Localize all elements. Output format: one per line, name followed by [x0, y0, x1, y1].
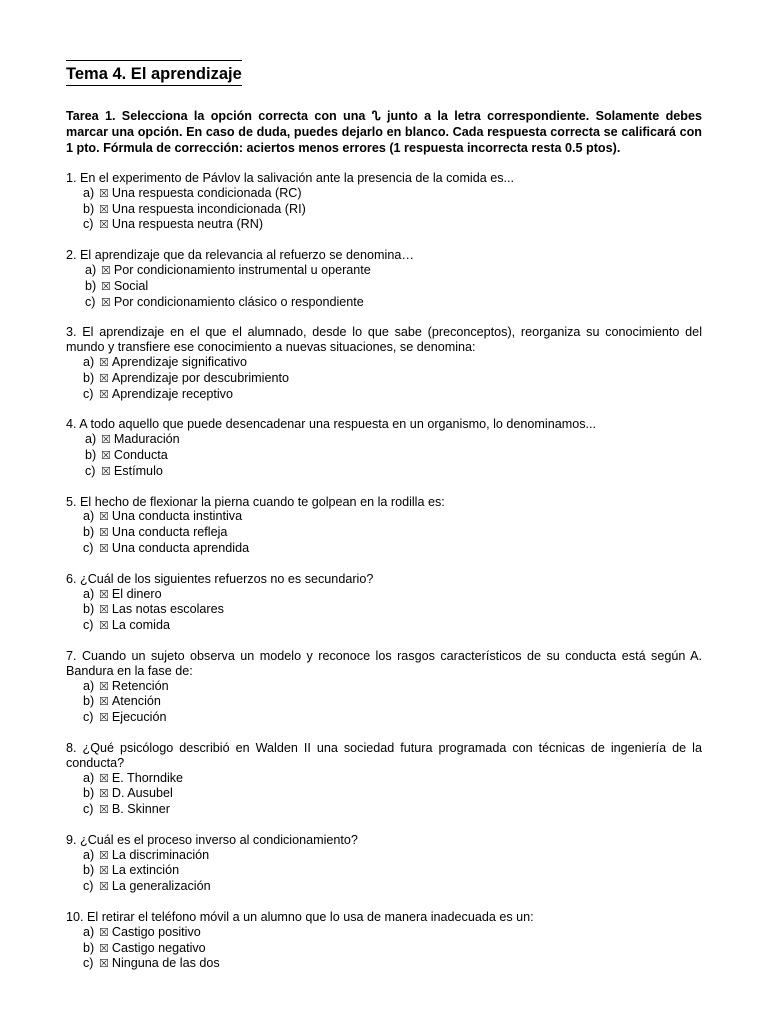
answer-option [66, 295, 702, 311]
option-text: Social [113, 278, 149, 293]
option-text: Las notas escolares [111, 602, 224, 617]
answer-option [66, 786, 702, 802]
option-letter: b) [83, 940, 95, 955]
option-text: El dinero [111, 586, 162, 601]
answer-option [66, 464, 702, 480]
checkbox-icon[interactable]: ☒ [99, 942, 109, 955]
option-letter: c) [83, 879, 94, 894]
answer-option [66, 679, 702, 695]
checkbox-icon[interactable]: ☒ [99, 958, 109, 971]
document-page [66, 60, 702, 972]
question-8 [66, 741, 702, 818]
checkbox-icon[interactable]: ☒ [99, 511, 109, 524]
answer-option [66, 802, 702, 818]
option-text: Una conducta aprendida [111, 540, 250, 555]
answer-option [66, 848, 702, 864]
option-text: Conducta [113, 447, 168, 462]
option-text: Estímulo [113, 463, 163, 478]
option-letter: c) [83, 217, 94, 232]
answer-option [66, 618, 702, 634]
option-text: La discriminación [111, 847, 210, 862]
answer-option [66, 432, 702, 448]
checkbox-icon[interactable]: ☒ [99, 804, 109, 817]
checkbox-icon[interactable]: ☒ [99, 865, 109, 878]
option-text: Aprendizaje por descubrimiento [111, 370, 289, 385]
answer-option [66, 509, 702, 525]
checkbox-icon[interactable]: ☒ [99, 881, 109, 894]
option-letter: c) [83, 618, 94, 633]
answer-option [66, 355, 702, 371]
question-7 [66, 649, 702, 726]
question-text: 9. ¿Cuál es el proceso inverso al condicionamiento? [66, 832, 358, 847]
option-text: D. Ausubel [111, 786, 173, 801]
option-letter: a) [83, 770, 95, 785]
option-letter: a) [83, 678, 95, 693]
question-9 [66, 833, 702, 895]
answer-option [66, 941, 702, 957]
option-text: Una respuesta incondicionada (RI) [111, 201, 306, 216]
option-text: Maduración [113, 432, 180, 447]
checkbox-icon[interactable]: ☒ [99, 219, 109, 232]
task-instructions [66, 108, 702, 156]
question-2 [66, 248, 702, 310]
question-6 [66, 572, 702, 634]
option-letter: a) [83, 509, 95, 524]
option-letter: a) [85, 262, 97, 277]
option-letter: c) [85, 463, 96, 478]
option-text: Una conducta refleja [111, 525, 228, 540]
checkbox-icon[interactable]: ☒ [99, 620, 109, 633]
option-letter: b) [85, 278, 97, 293]
question-text: 10. El retirar el teléfono móvil a un alumno que lo usa de manera inadecuada es un: [66, 910, 534, 925]
option-text: Ejecución [111, 710, 167, 725]
option-letter: b) [83, 694, 95, 709]
question-text: 5. El hecho de flexionar la pierna cuando te golpean en la rodilla es: [66, 494, 445, 509]
option-letter: a) [83, 586, 95, 601]
question-10 [66, 910, 702, 972]
answer-option [66, 387, 702, 403]
answer-option [66, 771, 702, 787]
task-text-after: junto a la letra correspondiente. Solamente debes marcar una opción. En caso de duda, puedes dejarlo en blanco. Cada respuesta correcta se calificará con 1 pto. Fórmula de corrección: aciertos menos errores (1 respuesta incorrecta resta 0.5 ptos). [66, 109, 702, 155]
answer-option [66, 602, 702, 618]
checkbox-icon[interactable]: ☒ [99, 588, 109, 601]
option-letter: b) [83, 201, 95, 216]
option-letter: a) [83, 847, 95, 862]
option-letter: a) [83, 924, 95, 939]
checkbox-icon[interactable]: ☒ [99, 372, 109, 385]
answer-option [66, 279, 702, 295]
option-text: Castigo positivo [111, 924, 201, 939]
answer-option [66, 587, 702, 603]
answer-option [66, 925, 702, 941]
option-letter: a) [83, 354, 95, 369]
question-text: 2. El aprendizaje que da relevancia al refuerzo se denomina… [66, 248, 414, 263]
checkbox-icon[interactable]: ☒ [101, 296, 111, 309]
page-title: Tema 4. El aprendizaje [66, 64, 242, 86]
option-text: Una conducta instintiva [111, 509, 243, 524]
option-text: Por condicionamiento instrumental u operante [113, 262, 371, 277]
checkbox-icon[interactable]: ☒ [99, 849, 109, 862]
option-letter: b) [83, 370, 95, 385]
checkbox-icon[interactable]: ☒ [99, 680, 109, 693]
answer-option [66, 956, 702, 972]
option-text: Aprendizaje significativo [111, 354, 247, 369]
option-letter: c) [85, 294, 96, 309]
option-text: Por condicionamiento clásico o respondiente [113, 294, 364, 309]
option-text: Atención [111, 694, 161, 709]
option-text: La generalización [111, 879, 211, 894]
option-letter: b) [83, 602, 95, 617]
question-text: 4. A todo aquello que puede desencadenar una respuesta en un organismo, lo denominamos... [66, 417, 597, 432]
option-letter: b) [85, 447, 97, 462]
option-text: La comida [111, 618, 170, 633]
checkbox-icon[interactable]: ☒ [99, 356, 109, 369]
checkbox-icon[interactable]: ☒ [101, 449, 111, 462]
answer-option [66, 263, 702, 279]
answer-option [66, 863, 702, 879]
option-text: Una respuesta neutra (RN) [111, 217, 264, 232]
option-letter: b) [83, 525, 95, 540]
option-letter: a) [85, 432, 97, 447]
question-list [66, 171, 702, 972]
option-text: La extinción [111, 863, 180, 878]
question-text: 3. El aprendizaje en el que el alumnado, desde lo que sabe (preconceptos), reorganiza su conocimiento del mundo y transfiere ese conocimiento a nuevas situaciones, se denomina: [66, 325, 702, 355]
checkbox-icon[interactable]: ☒ [99, 788, 109, 801]
question-text: 1. En el experimento de Pávlov la salivación ante la presencia de la comida es... [66, 171, 515, 185]
option-letter: c) [83, 710, 94, 725]
checkbox-icon[interactable]: ☒ [101, 280, 111, 293]
question-4 [66, 417, 702, 479]
answer-option [66, 371, 702, 387]
option-letter: c) [83, 802, 94, 817]
question-text: 7. Cuando un sujeto observa un modelo y reconoce los rasgos característicos de su conducta está según A. Bandura en la fase de: [66, 648, 702, 678]
option-text: Una respuesta condicionada (RC) [111, 185, 302, 200]
checkbox-icon[interactable]: ☒ [99, 187, 109, 200]
checkbox-icon[interactable]: ☒ [99, 772, 109, 785]
question-text: 6. ¿Cuál de los siguientes refuerzos no es secundario? [66, 571, 374, 586]
checkbox-icon[interactable]: ☒ [99, 926, 109, 939]
option-text: Retención [111, 678, 169, 693]
answer-option [66, 694, 702, 710]
checkbox-icon[interactable]: ☒ [99, 203, 109, 216]
answer-option [66, 879, 702, 895]
question-5 [66, 495, 702, 557]
checkbox-icon[interactable]: ☒ [99, 712, 109, 725]
answer-option [66, 202, 702, 218]
option-letter: c) [83, 540, 94, 555]
option-text: Ninguna de las dos [111, 956, 220, 971]
answer-option [66, 525, 702, 541]
option-letter: c) [83, 956, 94, 971]
checkbox-icon[interactable]: ☒ [101, 465, 111, 478]
answer-option [66, 448, 702, 464]
question-3 [66, 325, 702, 402]
question-1 [66, 171, 702, 233]
answer-option [66, 710, 702, 726]
option-text: Aprendizaje receptivo [111, 386, 233, 401]
checkbox-icon[interactable]: ☒ [99, 527, 109, 540]
mark-symbol-icon: ᔐ [371, 109, 381, 123]
question-text: 8. ¿Qué psicólogo describió en Walden II una sociedad futura programada con técnicas de ingeniería de la conducta? [66, 740, 702, 770]
task-text-before: Tarea 1. Selecciona la opción correcta con una [66, 109, 372, 123]
option-text: E. Thorndike [111, 770, 184, 785]
checkbox-icon[interactable]: ☒ [101, 264, 111, 277]
option-text: B. Skinner [111, 802, 170, 817]
checkbox-icon[interactable]: ☒ [99, 542, 109, 555]
answer-option [66, 217, 702, 233]
option-letter: c) [83, 386, 94, 401]
option-letter: b) [83, 786, 95, 801]
answer-option [66, 541, 702, 557]
option-letter: a) [83, 185, 95, 200]
checkbox-icon[interactable]: ☒ [101, 434, 111, 447]
title-rule [66, 60, 242, 86]
answer-option [66, 186, 702, 202]
checkbox-icon[interactable]: ☒ [99, 696, 109, 709]
checkbox-icon[interactable]: ☒ [99, 388, 109, 401]
option-letter: b) [83, 863, 95, 878]
option-text: Castigo negativo [111, 940, 206, 955]
checkbox-icon[interactable]: ☒ [99, 604, 109, 617]
